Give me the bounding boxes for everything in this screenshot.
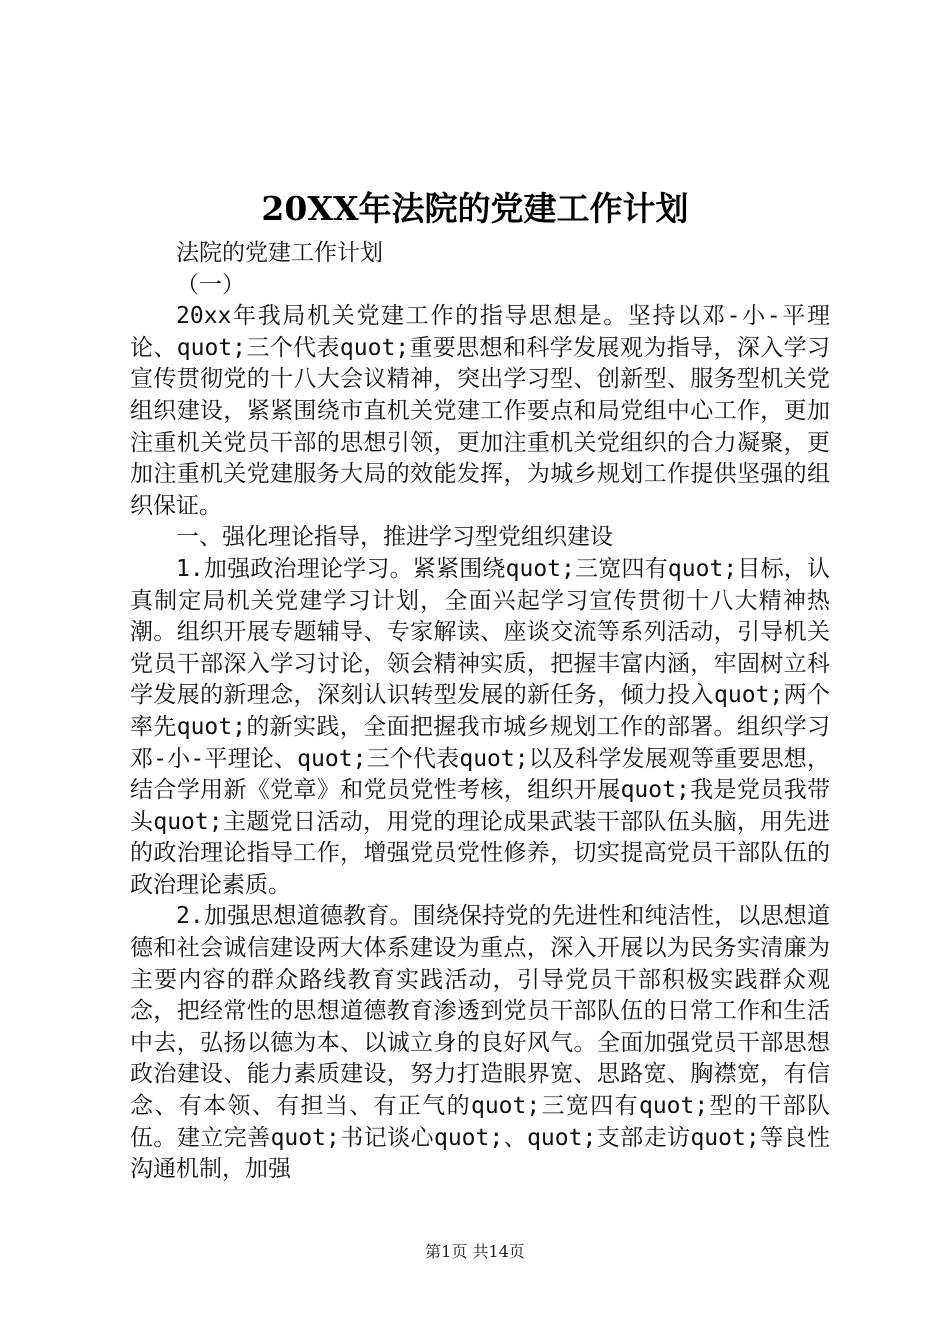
paragraph-moral-education: 2.加强思想道德教育。围绕保持党的先进性和纯洁性，以思想道德和社会诚信建设两大体系建设为重点，深入开展以为民务实清廉为主要内容的群众路线教育实践活动，引导党员干部积极实践群众观念，把经常性的思想道德教育渗透到党员干部队伍的日常工作和生活中去，弘扬以德为本、以诚立身的良好风气。全面加强党员干部思想政治建设、能力素质建设，努力打造眼界宽、思路宽、胸襟宽，有信念、有本领、有担当、有正气的quot;三宽四有quot;型的干部队伍。建立完善quot;书记谈心quot;、quot;支部走访quot;等良性沟通机制，加强 xyxy=(130,903,830,1183)
section-heading-1: 一、强化理论指导，推进学习型党组织建设 xyxy=(176,524,613,551)
paragraph-guiding-thought: 20xx年我局机关党建工作的指导思想是。坚持以邓-小-平理论、quot;三个代表quot;重要思想和科学发展观为指导，深入学习宣传贯彻党的十八大会议精神，突出学习型、创新型、服务型机关党组织建设，紧紧围绕市直机关党建工作要点和局党组中心工作，更加注重机关党员干部的思想引领，更加注重机关党组织的合力凝聚，更加注重机关党建服务大局的效能发挥，为城乡规划工作提供坚强的组织保证。 xyxy=(130,303,830,519)
section-marker: （一） xyxy=(176,271,245,298)
document-subtitle: 法院的党建工作计划 xyxy=(176,240,383,266)
page-footer: 第1页 共14页 xyxy=(425,1242,525,1261)
document-body xyxy=(130,238,830,1186)
paragraph-political-study: 1.加强政治理论学习。紧紧围绕quot;三宽四有quot;目标，认真制定局机关党建学习计划，全面兴起学习宣传贯彻十八大精神热潮。组织开展专题辅导、专家解读、座谈交流等系列活动，引导机关党员干部深入学习讨论，领会精神实质，把握丰富内涵，牢固树立科学发展的新理念，深刻认识转型发展的新任务，倾力投入quot;两个率先quot;的新实践，全面把握我市城乡规划工作的部署。组织学习邓-小-平理论、quot;三个代表quot;以及科学发展观等重要思想，结合学用新《党章》和党员党性考核，组织开展quot;我是党员我带头quot;主题党日活动，用党的理论成果武装干部队伍头脑，用先进的政治理论指导工作，增强党员党性修养，切实提高党员干部队伍的政治理论素质。 xyxy=(130,555,830,898)
document-title: 20XX年法院的党建工作计划 xyxy=(261,189,689,228)
